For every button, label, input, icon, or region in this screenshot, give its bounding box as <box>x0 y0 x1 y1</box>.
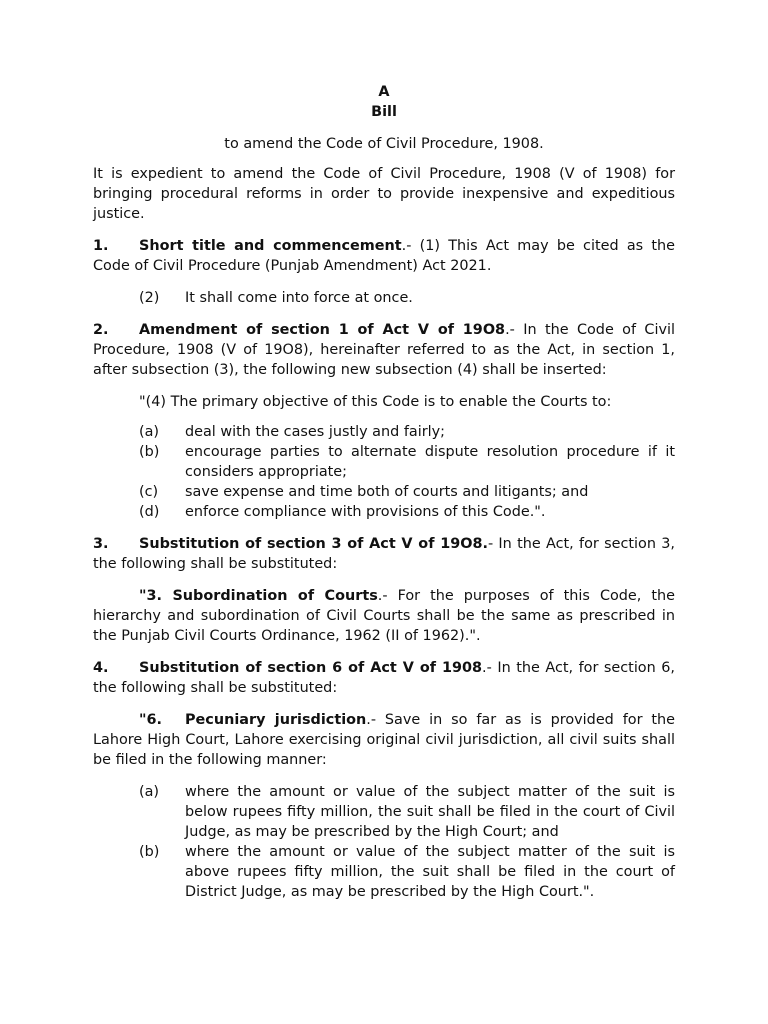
title-bill: Bill <box>371 104 397 120</box>
title-a: A <box>378 84 390 100</box>
list-item <box>139 782 675 842</box>
section-4-quote-number: "6. <box>139 712 162 728</box>
section-4-heading: Substitution of section 6 of Act V of 1908 <box>139 660 483 676</box>
section-4-text: .- In the Act, for section 6, the following shall be substituted: <box>93 660 675 696</box>
section-3-number: 3. <box>93 536 109 552</box>
list-item <box>139 482 675 502</box>
list-item-text: deal with the cases justly and fairly; <box>185 424 445 440</box>
section-4-quote <box>93 710 675 770</box>
section-4-quote-text: .- Save in so far as is provided for the Lahore High Court, Lahore exercising original civil jurisdiction, all civil suits shall be filed in the following manner: <box>93 712 675 768</box>
section-4-quote-heading: Pecuniary jurisdiction <box>185 712 367 728</box>
section-3-heading: Substitution of section 3 of Act V of 19O8. <box>139 536 488 552</box>
section-4 <box>93 658 675 698</box>
bill-subtitle: to amend the Code of Civil Procedure, 1908. <box>224 136 544 152</box>
list-item <box>139 842 675 902</box>
list-item-label: (b) <box>139 844 160 860</box>
section-3-text: - In the Act, for section 3, the following shall be substituted: <box>93 536 675 572</box>
section-2 <box>93 320 675 380</box>
section-1-text: .- (1) This Act may be cited as the Code of Civil Procedure (Punjab Amendment) Act 2021. <box>93 238 675 274</box>
section-3-quote-text: .- For the purposes of this Code, the hierarchy and subordination of Civil Courts shall be the same as prescribed in the Punjab Civil Courts Ordinance, 1962 (II of 1962).". <box>93 588 676 644</box>
section-1-number: 1. <box>93 238 109 254</box>
list-item-text: save expense and time both of courts and litigants; and <box>185 484 589 500</box>
section-3-quote <box>93 586 675 646</box>
list-item-text: enforce compliance with provisions of this Code.". <box>185 504 546 520</box>
section-2-list <box>93 422 675 522</box>
preamble: It is expedient to amend the Code of Civil Procedure, 1908 (V of 1908) for bringing procedural reforms in order to provide inexpensive and expeditious justice. <box>93 166 675 222</box>
list-item <box>139 422 675 442</box>
section-2-text: .- In the Code of Civil Procedure, 1908 (V of 19O8), hereinafter referred to as the Act, in section 1, after subsection (3), the following new subsection (4) shall be inserted: <box>93 322 675 378</box>
section-2-heading: Amendment of section 1 of Act V of 19O8 <box>139 322 506 338</box>
list-item-label: (a) <box>139 784 160 800</box>
list-item-label: (c) <box>139 484 159 500</box>
section-3 <box>93 534 675 574</box>
subsection-label: (2) <box>139 290 160 306</box>
section-4-number: 4. <box>93 660 109 676</box>
subsection-text: It shall come into force at once. <box>185 290 413 306</box>
list-item <box>139 442 675 482</box>
bill-content <box>93 82 675 902</box>
section-4-list <box>93 782 675 902</box>
list-item-label: (a) <box>139 424 160 440</box>
list-item-text: encourage parties to alternate dispute resolution procedure if it considers appropriate; <box>185 444 675 480</box>
section-3-quote-heading: "3. Subordination of Courts <box>139 588 378 604</box>
section-2-number: 2. <box>93 322 109 338</box>
list-item <box>139 502 675 522</box>
section-1 <box>93 236 675 276</box>
section-1-heading: Short title and commencement <box>139 238 402 254</box>
list-item-text: where the amount or value of the subject matter of the suit is below rupees fifty million, the suit shall be filed in the court of Civil Judge, as may be prescribed by the High Court; and <box>185 784 675 840</box>
list-item-label: (b) <box>139 444 160 460</box>
section-1-subsection-2 <box>93 288 675 308</box>
list-item-label: (d) <box>139 504 160 520</box>
list-item-text: where the amount or value of the subject matter of the suit is above rupees fifty million, the suit shall be filed in the court of District Judge, as may be prescribed by the High Court.". <box>185 844 675 900</box>
section-2-quote: "(4) The primary objective of this Code is to enable the Courts to: <box>139 394 612 410</box>
